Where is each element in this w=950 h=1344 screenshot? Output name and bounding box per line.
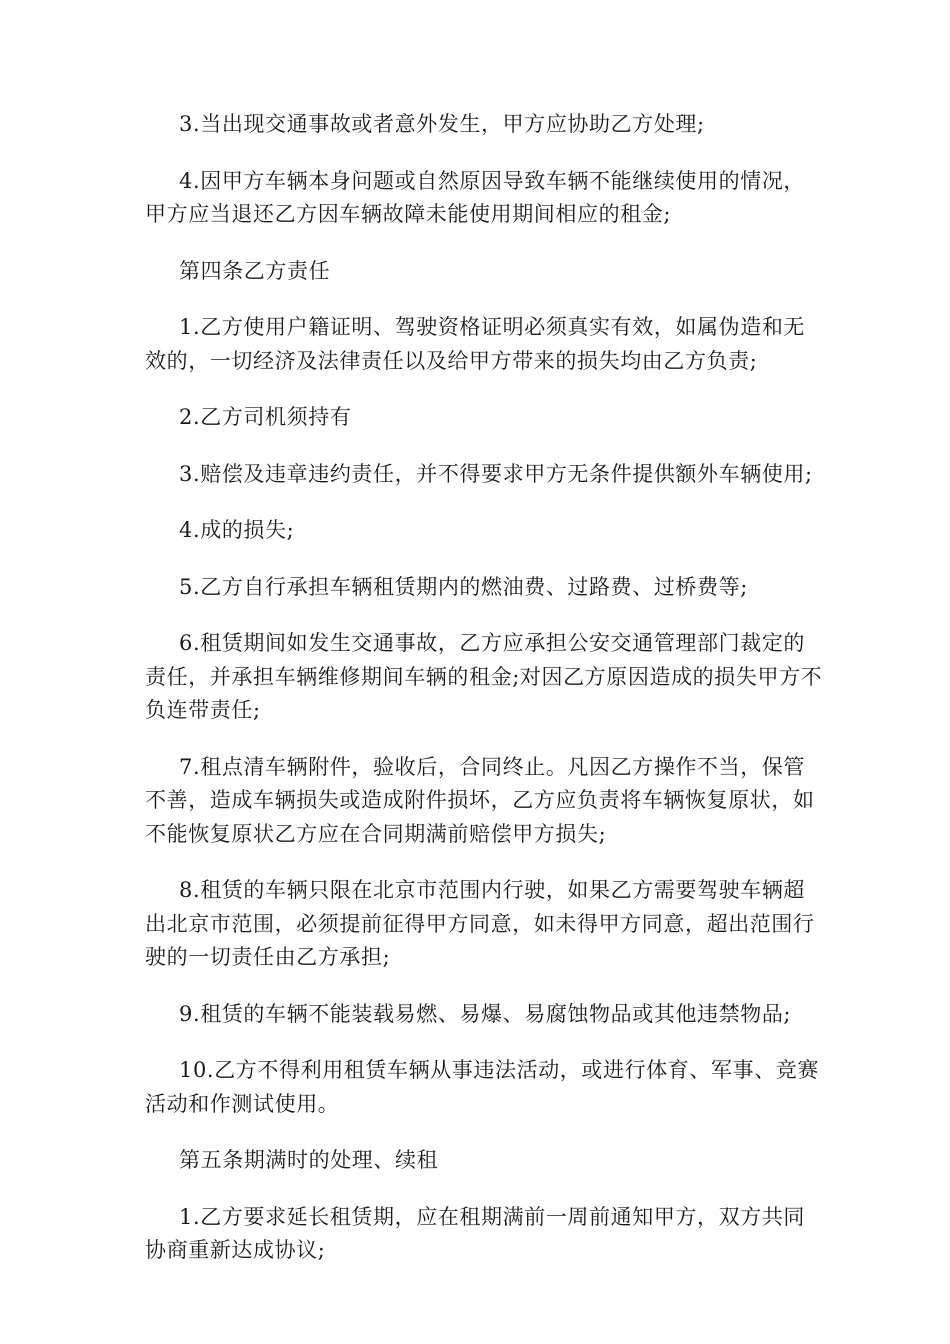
clause-10-illegal-use: 10.乙方不得利用租赁车辆从事违法活动，或进行体育、军事、竞赛活动和作测试使用。 xyxy=(145,1058,819,1116)
section-heading-article-5: 第五条期满时的处理、续租 xyxy=(179,1148,439,1172)
clause-5-fuel-tolls: 5.乙方自行承担车辆租赁期内的燃油费、过路费、过桥费等; xyxy=(179,574,748,599)
clause-4-rent-refund: 4.因甲方车辆本身问题或自然原因导致车辆不能继续使用的情况，甲方应当退还乙方因车辆故障未能使用期间相应的租金; xyxy=(145,168,806,226)
clause-1-lease-extension: 1.乙方要求延长租赁期，应在租期满前一周前通知甲方，双方共同协商重新达成协议; xyxy=(145,1204,806,1262)
clause-2-driver-license: 2.乙方司机须持有 xyxy=(179,405,352,429)
clause-4-losses: 4.成的损失; xyxy=(179,518,295,542)
clause-8-beijing-range: 8.租赁的车辆只限在北京市范围内行驶，如果乙方需要驾驶车辆超出北京市范围，必须提前征得甲方同意，如未得甲方同意，超出范围行驶的一切责任由乙方承担; xyxy=(145,878,815,969)
clause-6-traffic-accident: 6.租赁期间如发生交通事故，乙方应承担公安交通管理部门裁定的责任，并承担车辆维修期间车辆的租金;对因乙方原因造成的损失甲方不负连带责任; xyxy=(145,631,823,722)
clause-7-return-inspection: 7.租点清车辆附件，验收后，合同终止。凡因乙方操作不当，保管不善，造成车辆损失或造成附件损坏，乙方应负责将车辆恢复原状，如不能恢复原状乙方应在合同期满前赔偿甲方损失; xyxy=(145,754,815,846)
clause-9-prohibited-goods: 9.租赁的车辆不能装载易燃、易爆、易腐蚀物品或其他违禁物品; xyxy=(179,1001,792,1026)
clause-3-accident-assistance: 3.当出现交通事故或者意外发生，甲方应协助乙方处理; xyxy=(179,112,705,136)
document-body xyxy=(145,108,825,1291)
section-heading-article-4: 第四条乙方责任 xyxy=(179,258,331,283)
clause-1-documents-valid: 1.乙方使用户籍证明、驾驶资格证明必须真实有效，如属伪造和无效的，一切经济及法律责任以及给甲方带来的损失均由乙方负责; xyxy=(145,315,806,373)
clause-3-compensation: 3.赔偿及违章违约责任，并不得要求甲方无条件提供额外车辆使用; xyxy=(179,461,813,486)
